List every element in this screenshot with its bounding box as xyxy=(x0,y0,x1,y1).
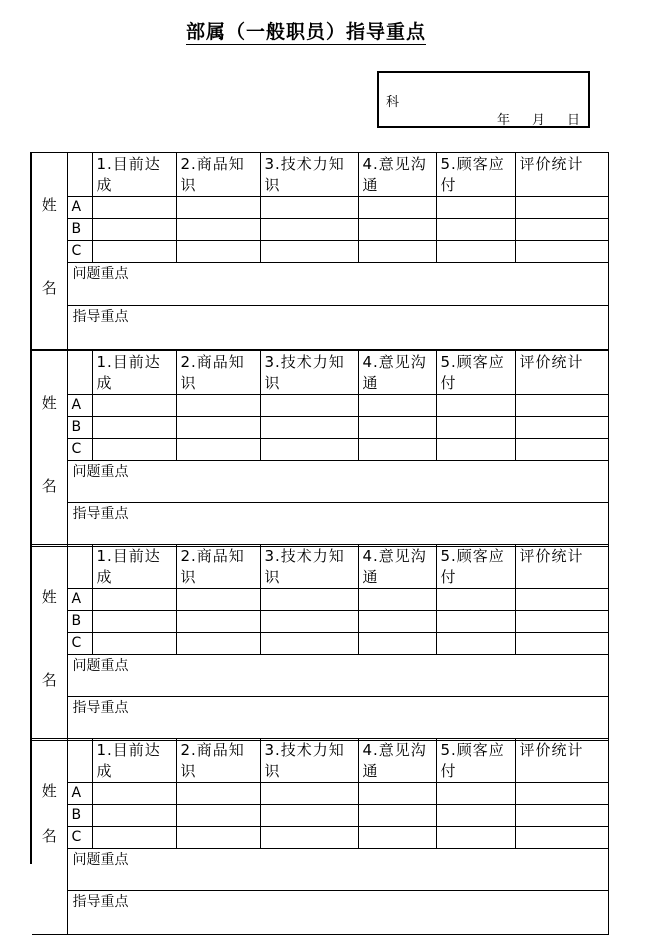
criteria-header: 3.技术力知识 xyxy=(260,739,358,783)
criteria-header: 4.意见沟通 xyxy=(358,153,436,197)
score-cell[interactable] xyxy=(260,611,358,633)
score-cell[interactable] xyxy=(358,783,436,805)
problem-focus-field[interactable]: 问题重点 xyxy=(67,263,608,306)
criteria-header: 评价统计 xyxy=(515,739,608,783)
score-cell[interactable] xyxy=(515,633,608,655)
year-label: 年 xyxy=(497,113,511,128)
page-title xyxy=(0,17,612,44)
criteria-header: 1.目前达成 xyxy=(92,739,176,783)
rating-row-label: B xyxy=(67,417,92,439)
name-label-second-char: 名 xyxy=(41,827,57,845)
score-cell[interactable] xyxy=(92,219,176,241)
name-label-second-char: 名 xyxy=(41,671,57,689)
score-cell[interactable] xyxy=(436,805,515,827)
score-cell[interactable] xyxy=(92,241,176,263)
criteria-header: 4.意见沟通 xyxy=(358,739,436,783)
score-cell[interactable] xyxy=(436,395,515,417)
score-cell[interactable] xyxy=(515,439,608,461)
score-cell[interactable] xyxy=(358,805,436,827)
score-cell[interactable] xyxy=(92,611,176,633)
rating-row-label: C xyxy=(67,439,92,461)
score-cell[interactable] xyxy=(92,439,176,461)
score-cell[interactable] xyxy=(176,805,260,827)
score-cell[interactable] xyxy=(515,783,608,805)
score-cell[interactable] xyxy=(515,417,608,439)
criteria-header: 2.商品知识 xyxy=(176,153,260,197)
score-cell[interactable] xyxy=(260,219,358,241)
score-cell[interactable] xyxy=(436,219,515,241)
score-cell[interactable] xyxy=(92,197,176,219)
guidance-form xyxy=(30,152,609,910)
score-cell[interactable] xyxy=(515,197,608,219)
corner-cell xyxy=(67,545,92,589)
evaluation-block xyxy=(32,544,609,741)
corner-cell xyxy=(67,739,92,783)
score-cell[interactable] xyxy=(92,395,176,417)
criteria-header: 3.技术力知识 xyxy=(260,545,358,589)
rating-row-label: A xyxy=(67,783,92,805)
score-cell[interactable] xyxy=(260,395,358,417)
criteria-header: 2.商品知识 xyxy=(176,739,260,783)
score-cell[interactable] xyxy=(92,827,176,849)
problem-focus-field[interactable]: 问题重点 xyxy=(67,849,608,891)
score-cell[interactable] xyxy=(92,633,176,655)
score-cell[interactable] xyxy=(176,219,260,241)
score-cell[interactable] xyxy=(358,589,436,611)
criteria-header: 3.技术力知识 xyxy=(260,153,358,197)
name-label-second-char: 名 xyxy=(41,477,57,495)
criteria-header: 5.顾客应付 xyxy=(436,739,515,783)
score-cell[interactable] xyxy=(260,783,358,805)
name-label-first-char: 姓 xyxy=(41,196,57,214)
score-cell[interactable] xyxy=(515,827,608,849)
rating-row-label: B xyxy=(67,219,92,241)
score-cell[interactable] xyxy=(436,241,515,263)
name-label-second-char: 名 xyxy=(41,279,57,297)
score-cell[interactable] xyxy=(176,827,260,849)
score-cell[interactable] xyxy=(436,417,515,439)
criteria-header: 5.顾客应付 xyxy=(436,545,515,589)
department-label: 科 xyxy=(386,95,400,110)
score-cell[interactable] xyxy=(176,633,260,655)
title-text: 部属（一般职员）指导重点 xyxy=(185,21,426,43)
score-cell[interactable] xyxy=(176,589,260,611)
score-cell[interactable] xyxy=(436,439,515,461)
score-cell[interactable] xyxy=(358,395,436,417)
score-cell[interactable] xyxy=(436,783,515,805)
guidance-focus-field[interactable]: 指导重点 xyxy=(67,306,608,350)
criteria-header: 5.顾客应付 xyxy=(436,153,515,197)
criteria-header: 评价统计 xyxy=(515,545,608,589)
score-cell[interactable] xyxy=(436,589,515,611)
rating-row-label: C xyxy=(67,633,92,655)
rating-row-label: C xyxy=(67,241,92,263)
score-cell[interactable] xyxy=(176,241,260,263)
score-cell[interactable] xyxy=(176,783,260,805)
criteria-header: 评价统计 xyxy=(515,153,608,197)
score-cell[interactable] xyxy=(436,827,515,849)
name-column xyxy=(32,739,67,935)
score-cell[interactable] xyxy=(515,219,608,241)
rating-row-label: A xyxy=(67,395,92,417)
score-cell[interactable] xyxy=(436,611,515,633)
evaluation-block xyxy=(32,152,609,350)
score-cell[interactable] xyxy=(515,241,608,263)
guidance-focus-field[interactable]: 指导重点 xyxy=(67,891,608,935)
problem-focus-field[interactable]: 问题重点 xyxy=(67,655,608,697)
criteria-header: 1.目前达成 xyxy=(92,545,176,589)
name-column xyxy=(32,545,67,741)
score-cell[interactable] xyxy=(358,197,436,219)
score-cell[interactable] xyxy=(260,633,358,655)
score-cell[interactable] xyxy=(176,611,260,633)
guidance-focus-field[interactable]: 指导重点 xyxy=(67,697,608,741)
score-cell[interactable] xyxy=(260,197,358,219)
name-label-first-char: 姓 xyxy=(41,782,57,800)
rating-row-label: A xyxy=(67,589,92,611)
score-cell[interactable] xyxy=(436,197,515,219)
name-column xyxy=(32,351,67,547)
day-label: 日 xyxy=(567,113,581,128)
criteria-header: 2.商品知识 xyxy=(176,351,260,395)
criteria-header: 4.意见沟通 xyxy=(358,351,436,395)
rating-row-label: B xyxy=(67,805,92,827)
evaluation-block xyxy=(32,738,609,935)
score-cell[interactable] xyxy=(260,439,358,461)
date-row xyxy=(497,109,580,128)
score-cell[interactable] xyxy=(358,827,436,849)
name-column xyxy=(32,153,67,350)
score-cell[interactable] xyxy=(515,805,608,827)
score-cell[interactable] xyxy=(260,589,358,611)
rating-row-label: C xyxy=(67,827,92,849)
score-cell[interactable] xyxy=(358,633,436,655)
score-cell[interactable] xyxy=(358,439,436,461)
score-cell[interactable] xyxy=(92,805,176,827)
score-cell[interactable] xyxy=(92,783,176,805)
rating-row-label: B xyxy=(67,611,92,633)
criteria-header: 1.目前达成 xyxy=(92,153,176,197)
score-cell[interactable] xyxy=(260,805,358,827)
criteria-header: 评价统计 xyxy=(515,351,608,395)
criteria-header: 5.顾客应付 xyxy=(436,351,515,395)
score-cell[interactable] xyxy=(358,417,436,439)
score-cell[interactable] xyxy=(515,395,608,417)
criteria-header: 3.技术力知识 xyxy=(260,351,358,395)
score-cell[interactable] xyxy=(176,417,260,439)
department-date-box xyxy=(377,71,590,128)
score-cell[interactable] xyxy=(260,417,358,439)
criteria-header: 2.商品知识 xyxy=(176,545,260,589)
problem-focus-field[interactable]: 问题重点 xyxy=(67,461,608,503)
score-cell[interactable] xyxy=(515,611,608,633)
score-cell[interactable] xyxy=(176,395,260,417)
score-cell[interactable] xyxy=(176,197,260,219)
score-cell[interactable] xyxy=(436,633,515,655)
score-cell[interactable] xyxy=(92,417,176,439)
corner-cell xyxy=(67,351,92,395)
criteria-header: 1.目前达成 xyxy=(92,351,176,395)
name-label-first-char: 姓 xyxy=(41,394,57,412)
score-cell[interactable] xyxy=(515,589,608,611)
score-cell[interactable] xyxy=(260,241,358,263)
corner-cell xyxy=(67,153,92,197)
month-label: 月 xyxy=(532,113,546,128)
score-cell[interactable] xyxy=(358,241,436,263)
score-cell[interactable] xyxy=(176,439,260,461)
name-label-first-char: 姓 xyxy=(41,588,57,606)
score-cell[interactable] xyxy=(92,589,176,611)
score-cell[interactable] xyxy=(260,827,358,849)
score-cell[interactable] xyxy=(358,219,436,241)
evaluation-block xyxy=(32,350,609,547)
rating-row-label: A xyxy=(67,197,92,219)
criteria-header: 4.意见沟通 xyxy=(358,545,436,589)
guidance-focus-field[interactable]: 指导重点 xyxy=(67,503,608,547)
score-cell[interactable] xyxy=(358,611,436,633)
